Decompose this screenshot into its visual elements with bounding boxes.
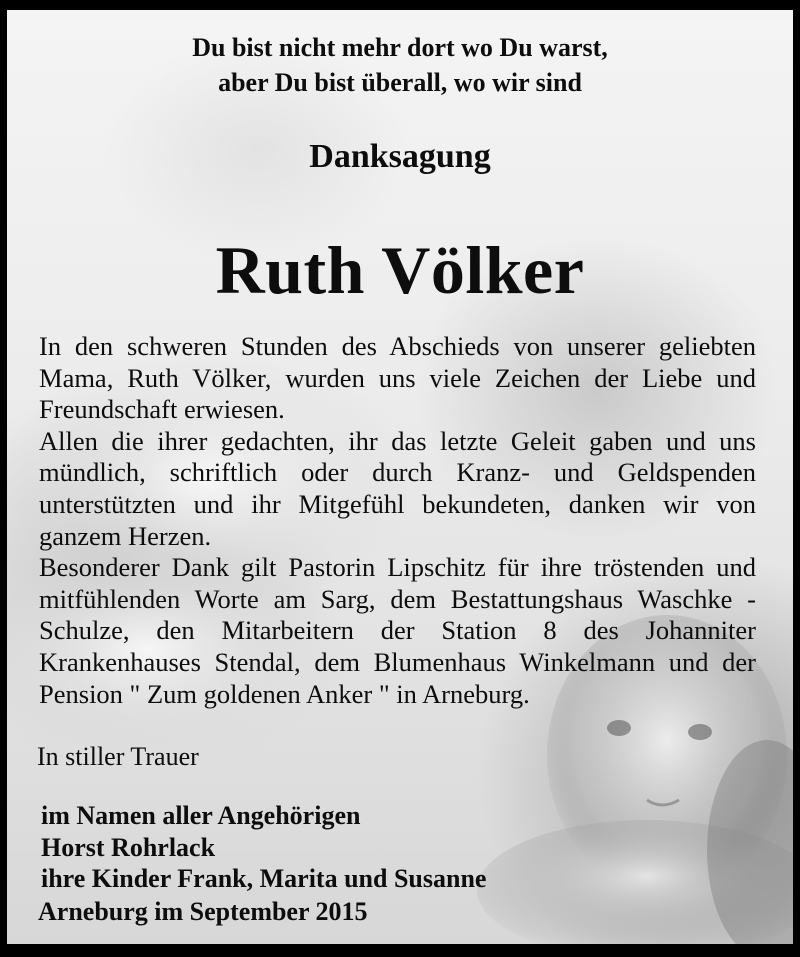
motto xyxy=(7,30,793,100)
signature-block xyxy=(41,800,486,895)
thanks-text xyxy=(39,331,756,710)
signature-line: ihre Kinder Frank, Marita und Susanne xyxy=(41,864,487,893)
thanks-paragraph: Allen die ihrer gedachten, ihr das letzte Geleit gaben und uns mündlich, schriftlich oder durch Kranz- und Geldspenden unterstützten und ihr Mitgefühl bekundeten, danken wir von ganzem Herzen. xyxy=(39,425,756,551)
signature-line: Horst Rohrlack xyxy=(41,832,216,862)
place-date: Arneburg im September 2015 xyxy=(38,897,368,926)
motto-line-1: Du bist nicht mehr dort wo Du warst, xyxy=(192,33,608,62)
thanks-paragraph: In den schweren Stunden des Abschieds von unserer geliebten Mama, Ruth Völker, wurden uns viele Zeichen der Liebe und Freundschaft erwiesen. xyxy=(39,331,756,425)
deceased-name: Ruth Völker xyxy=(215,232,585,308)
notice-heading: Danksagung xyxy=(309,138,491,175)
signature-line: im Namen aller Angehörigen xyxy=(41,801,361,830)
motto-line-2: aber Du bist überall, wo wir sind xyxy=(218,68,582,97)
mourning-line: In stiller Trauer xyxy=(37,742,199,771)
thanks-paragraph: Besonderer Dank gilt Pastorin Lipschitz für ihre tröstenden und mitfühlenden Worte am Sarg, dem Bestattungshaus Waschke - Schulze, den Mitarbeitern der Station 8 des Johanniter Krankenhauses Stendal, dem Blumenhaus Winkelmann und der Pension " Zum goldenen Anker " in Arneburg. xyxy=(39,552,756,709)
